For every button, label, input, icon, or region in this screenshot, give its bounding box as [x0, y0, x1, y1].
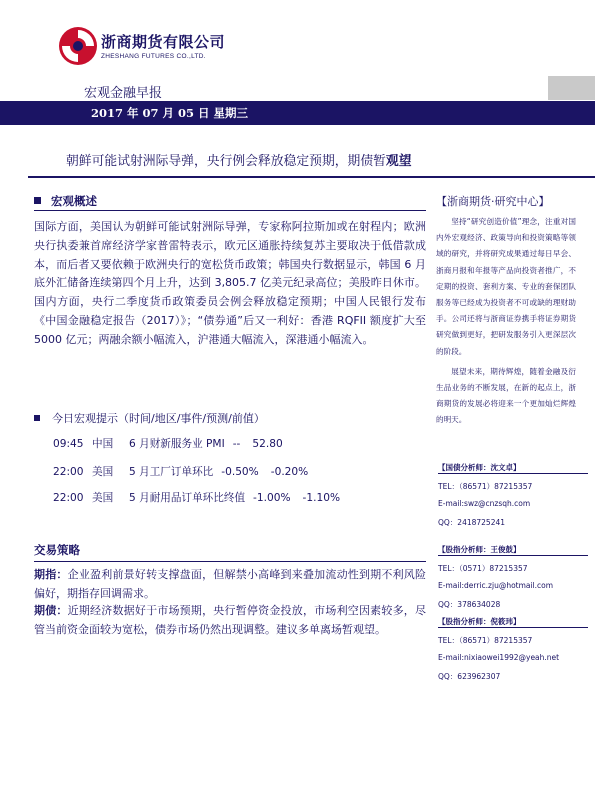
indicator-time: 09:45	[53, 438, 84, 450]
strategy-stock-index	[34, 566, 426, 603]
headline-divider	[28, 176, 595, 178]
indicator-region: 中国	[92, 438, 114, 450]
sidebar-paragraph: 展望未来，期待辉煌，随着金融及衍生品业务的不断发展，在新的起点上，浙商期货的发展必将迎来一个更加灿烂辉煌的明天。	[436, 366, 576, 425]
analyst-title: 【国债分析师：沈文卓】	[438, 460, 588, 474]
indicator-previous: -0.20%	[270, 466, 309, 478]
headline	[66, 150, 412, 169]
analyst-qq: QQ：623962307	[438, 672, 501, 681]
analyst-tel: TEL：（86571）87215357	[438, 482, 533, 491]
indicator-region: 美国	[92, 492, 114, 504]
analyst-title: 【股指分析师：倪筱玮】	[438, 614, 588, 628]
company-name-cn: 浙商期货有限公司	[101, 33, 226, 51]
analyst-tel: TEL：（86571）87215357	[438, 636, 533, 645]
zheshang-logo-icon	[58, 26, 98, 66]
analyst-email[interactable]: E-mail:nixiaowei1992@yeah.net	[438, 653, 560, 662]
headline-main: 朝鲜可能试射洲际导弹，央行例会释放稳定预期，期债暂	[66, 154, 386, 169]
strategy-divider	[34, 561, 426, 562]
indicator-time: 22:00	[53, 492, 84, 504]
analyst-tel: TEL：（0571）87215357	[438, 564, 528, 573]
analyst-title: 【股指分析师：王俊鼓】	[438, 542, 588, 556]
analyst-email[interactable]: E-mail:derric.zju@hotmail.com	[438, 581, 554, 590]
strategy-label: 期债：	[34, 604, 68, 617]
analyst-qq: QQ：2418725241	[438, 518, 506, 527]
indicators-title: 今日宏观提示（时间/地区/事件/预测/前值）	[34, 410, 265, 426]
analyst-card	[438, 460, 588, 528]
overview-section-title: 宏观概述	[34, 193, 97, 209]
headline-emphasis: 观望	[385, 154, 412, 169]
square-bullet-icon	[34, 415, 40, 421]
analyst-card	[438, 542, 588, 610]
indicator-region: 美国	[92, 466, 114, 478]
date-bar	[0, 101, 595, 125]
indicator-row	[53, 490, 340, 505]
report-date: 2017 年 07 月 05 日 星期三	[91, 106, 249, 120]
company-logo	[58, 26, 234, 66]
strategy-label: 期指：	[34, 568, 68, 581]
strategy-text: 企业盈利前景好转支撑盘面，但解禁小高峰到来叠加流动性到期不利风险偏好，期指存回调需求。	[34, 568, 427, 600]
indicator-event: 5 月工厂订单环比	[129, 466, 214, 478]
sidebar-text	[436, 214, 576, 429]
indicator-forecast: -0.50%	[221, 466, 259, 478]
analyst-card	[438, 614, 588, 682]
analyst-qq: QQ：378634028	[438, 600, 501, 609]
square-bullet-icon	[34, 197, 41, 204]
sidebar-title: 【浙商期货·研究中心】	[436, 195, 550, 208]
analyst-email[interactable]: E-mail:swz@cnzsqh.com	[438, 499, 531, 508]
strategy-text: 近期经济数据好于市场预期，央行暂停资金投放，市场利空因素较多，尽管当前资金面较为宽松，债券市场仍然出现调整。建议多单离场暂观望。	[34, 604, 427, 636]
indicator-previous: -1.10%	[302, 492, 341, 504]
indicator-row	[53, 436, 283, 451]
indicator-event: 6 月财新服务业 PMI	[129, 438, 225, 450]
indicator-previous: 52.80	[252, 438, 283, 450]
overview-text: 国际方面，美国认为朝鲜可能试射洲际导弹，专家称阿拉斯加或在射程内；欧洲央行执委兼首席经济学家普雷特表示，欧元区通胀持续复苏主要取决于低借款成本，而后者又要依赖于欧洲央行的宽松货币政策；韩国央行数据显示，韩国 6 月底外汇储备连续第四个月上升，达到 3,805.7 亿美元纪录高位；美股昨日休市。国内方面，央行二季度货币政策委员会例会释放稳定预期；中国人民银行发布《中国金融稳定报告（2017）》；“债券通”后又一利好：香港 RQFII 额度扩大至 5000 亿元；两融余额小幅流入，沪港通大幅流入，深港通小幅流入。	[34, 220, 426, 346]
strategy-bond	[34, 602, 426, 639]
header-accent-block	[548, 76, 595, 100]
overview-divider	[34, 210, 426, 211]
strategy-section-title: 交易策略	[34, 543, 80, 557]
indicator-row	[53, 464, 308, 479]
indicator-time: 22:00	[53, 466, 84, 478]
report-title: 宏观金融早报	[84, 86, 163, 101]
company-name-en: ZHESHANG FUTURES CO.,LTD.	[101, 53, 206, 60]
indicator-forecast: -1.00%	[253, 492, 291, 504]
sidebar-paragraph: 坚持“研究创造价值”理念，注重对国内外宏观经济、政策导向和投资策略等领域的研究，并将研究成果通过每日早会、浙商月报和年报等产品向投资者推广，不定期的投资、套利方案、专业的套保团队服务等已经成为投资者不可或缺的理财助手。公司还将与浙商证券携手将证券期货研究做到更好，把研发服务引入更深层次的阶段。	[436, 217, 576, 356]
indicator-event: 5 月耐用品订单环比终值	[129, 492, 246, 504]
indicator-forecast: --	[232, 438, 241, 450]
